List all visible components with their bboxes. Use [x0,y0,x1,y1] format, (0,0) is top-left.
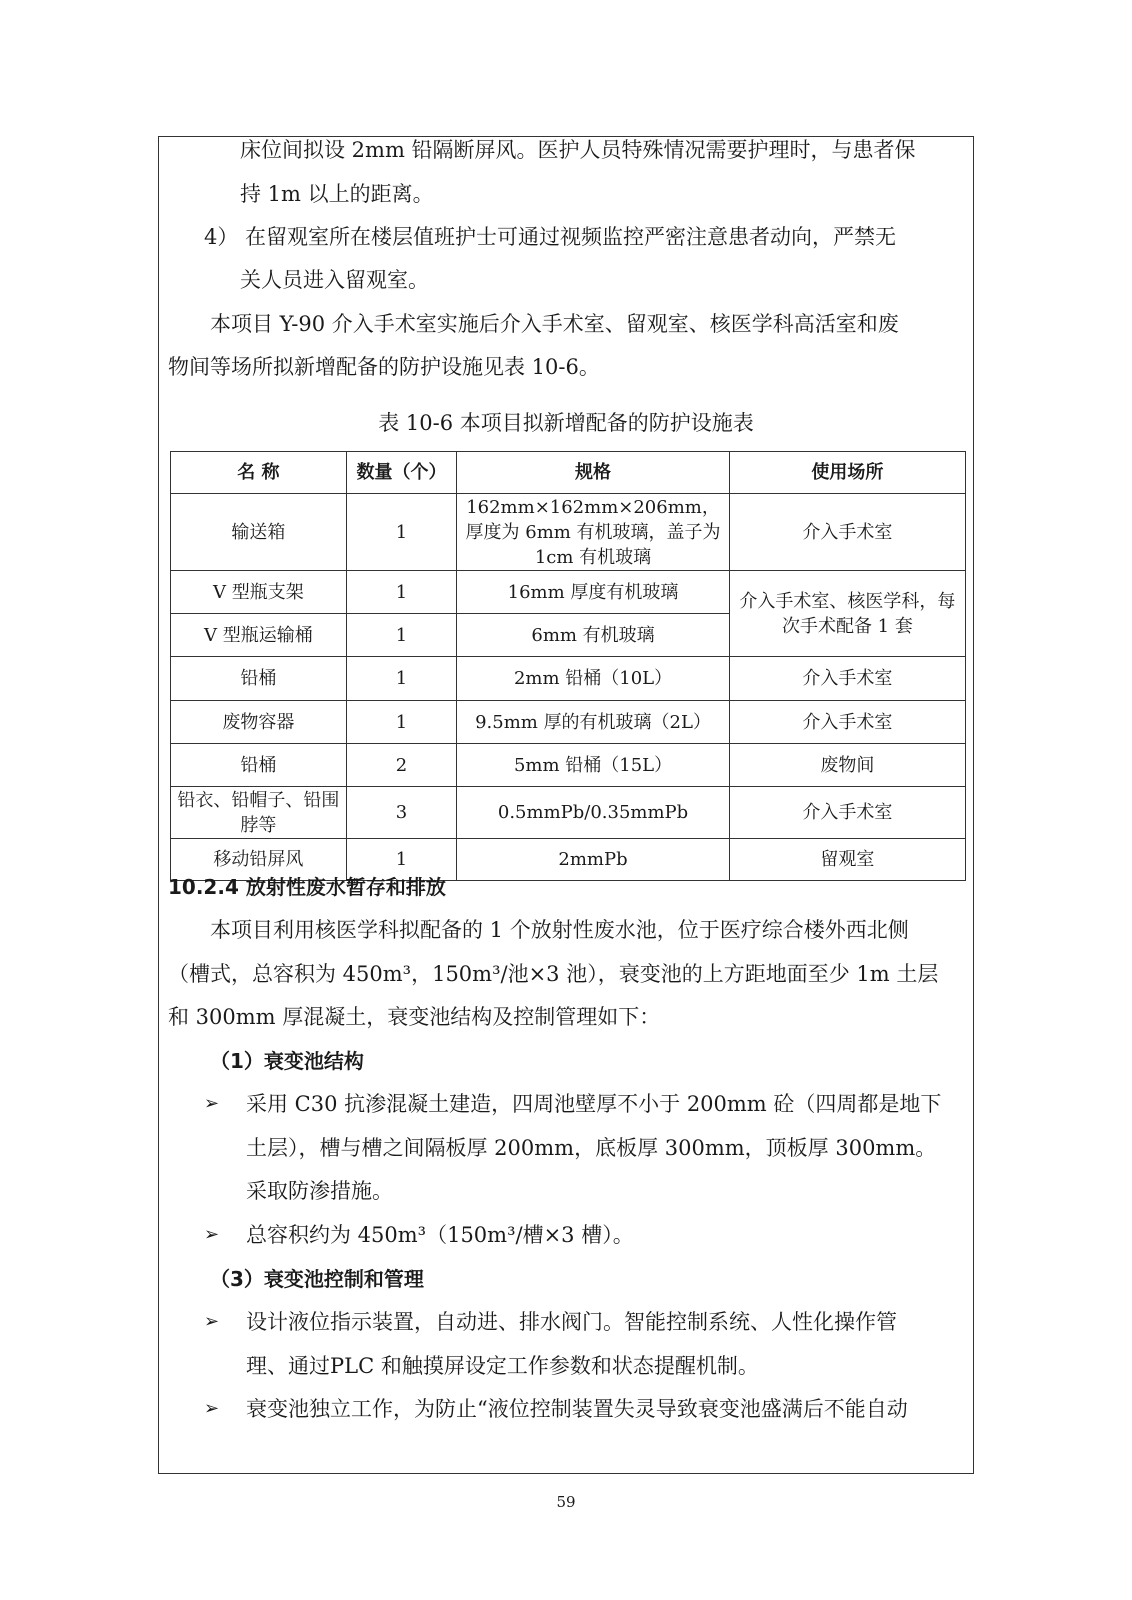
cell-spec: 9.5mm 厚的有机玻璃（2L） [457,701,730,744]
table-row [171,571,966,614]
cell-place: 留观室 [729,839,965,881]
cell-spec: 6mm 有机玻璃 [457,614,730,657]
table-row [171,657,966,701]
cell-place: 介入手术室 [729,701,965,744]
section-heading: 10.2.4 放射性废水暂存和排放 [168,875,446,899]
cell-qty: 1 [346,839,456,881]
cell-spec: 16mm 厚度有机玻璃 [457,571,730,614]
table-caption: 表 10-6 本项目拟新增配备的防护设施表 [378,411,754,435]
intro-line-1: 床位间拟设 2mm 铅隔断屏风。医护人员特殊情况需要护理时，与患者保 [240,138,916,162]
cell-name: V 型瓶支架 [171,571,347,614]
header-place: 使用场所 [729,452,965,494]
para-line-1: 本项目利用核医学科拟配备的 1 个放射性废水池，位于医疗综合楼外西北侧 [210,918,909,942]
facilities-table [170,451,966,881]
cell-name: 铅桶 [171,657,347,701]
table-row [171,744,966,787]
bullet-1-line-2: 土层），槽与槽之间隔板厚 200mm，底板厚 300mm，顶板厚 300mm。 [246,1136,937,1160]
bullet-icon: ➢ [204,1398,220,1419]
cell-name: 铅衣、铅帽子、铅围脖等 [171,787,347,839]
bullet-1-line-3: 采取防渗措施。 [246,1179,393,1203]
cell-name: V 型瓶运输桶 [171,614,347,657]
cell-spec: 162mm×162mm×206mm，厚度为 6mm 有机玻璃，盖子为 1cm 有机玻璃 [457,494,730,571]
cell-spec: 2mmPb [457,839,730,881]
sub-heading-structure: （1）衰变池结构 [210,1049,364,1073]
cell-qty: 1 [346,494,456,571]
bullet-icon: ➢ [204,1093,220,1114]
intro-line-2: 持 1m 以上的距离。 [240,182,434,206]
cell-qty: 1 [346,614,456,657]
table-row [171,494,966,571]
cell-place: 介入手术室 [729,787,965,839]
intro-line-6: 物间等场所拟新增配备的防护设施见表 10-6。 [168,355,600,379]
cell-place: 废物间 [729,744,965,787]
cell-qty: 1 [346,701,456,744]
page-number: 59 [556,1493,576,1511]
cell-qty: 1 [346,571,456,614]
sub-heading-control: （3）衰变池控制和管理 [210,1267,424,1291]
bullet-2-line-1: 总容积约为 450m³（150m³/槽×3 槽）。 [246,1223,634,1247]
cell-qty: 2 [346,744,456,787]
bullet-3-line-1: 设计液位指示装置，自动进、排水阀门。智能控制系统、人性化操作管 [246,1310,897,1334]
header-name: 名 称 [171,452,347,494]
cell-qty: 3 [346,787,456,839]
header-spec: 规格 [457,452,730,494]
bullet-4-line-1: 衰变池独立工作，为防止“液位控制装置失灵导致衰变池盛满后不能自动 [246,1397,908,1421]
para-line-2: （槽式，总容积为 450m³，150m³/池×3 池），衰变池的上方距地面至少 1m 土层 [168,962,939,986]
bullet-icon: ➢ [204,1311,220,1332]
cell-place: 介入手术室 [729,494,965,571]
bullet-3-line-2: 理、通过PLC 和触摸屏设定工作参数和状态提醒机制。 [246,1354,759,1378]
cell-place: 介入手术室、核医学科，每次手术配备 1 套 [729,571,965,657]
table-row [171,787,966,839]
header-qty: 数量（个） [346,452,456,494]
cell-spec: 5mm 铅桶（15L） [457,744,730,787]
cell-name: 输送箱 [171,494,347,571]
cell-spec: 0.5mmPb/0.35mmPb [457,787,730,839]
intro-line-5: 本项目 Y-90 介入手术室实施后介入手术室、留观室、核医学科高活室和废 [210,312,899,336]
cell-qty: 1 [346,657,456,701]
intro-line-3: 4） 在留观室所在楼层值班护士可通过视频监控严密注意患者动向，严禁无 [204,225,897,249]
cell-spec: 2mm 铅桶（10L） [457,657,730,701]
cell-name: 废物容器 [171,701,347,744]
cell-name: 铅桶 [171,744,347,787]
bullet-icon: ➢ [204,1224,220,1245]
table-header-row [171,452,966,494]
cell-place: 介入手术室 [729,657,965,701]
table-row [171,701,966,744]
para-line-3: 和 300mm 厚混凝土，衰变池结构及控制管理如下： [168,1005,661,1029]
intro-line-4: 关人员进入留观室。 [240,268,429,292]
bullet-1-line-1: 采用 C30 抗渗混凝土建造，四周池壁厚不小于 200mm 砼（四周都是地下 [246,1092,942,1116]
cell-name: 移动铅屏风 [171,839,347,881]
